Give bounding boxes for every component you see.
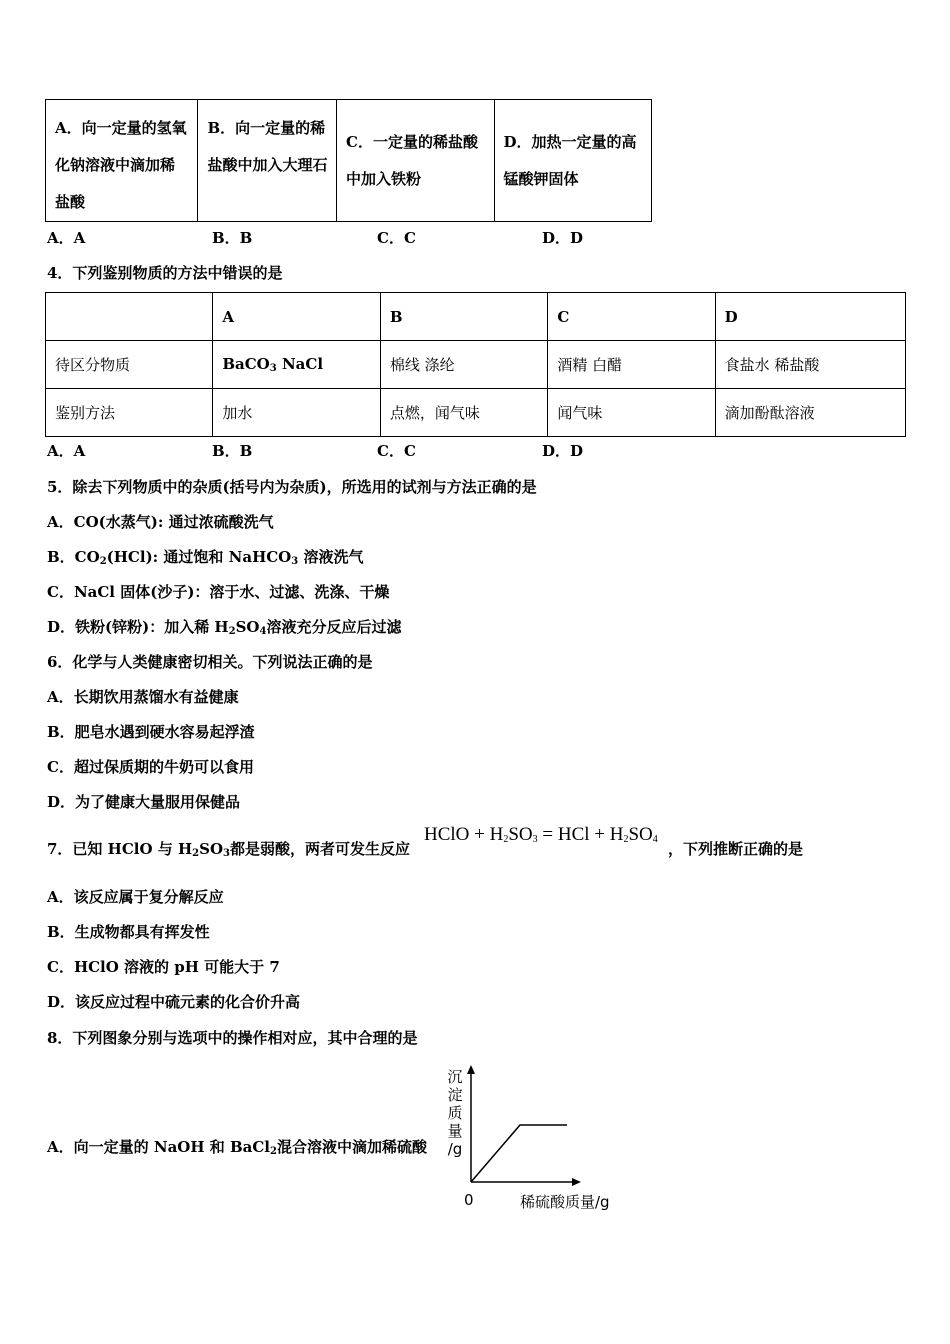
q5-option-b[interactable]: B．$CO_2(HCl)$: 通过饱和 NaHCO$_3$ 溶液洗气 — [47, 548, 364, 567]
q4-row1-label: 待区分物质 — [46, 341, 213, 389]
q4-row1-c: 酒精 白醋 — [548, 341, 715, 389]
q7-stem: 7．已知 HClO 与 $H_2SO_3$都是弱酸，两者可发生反应 — [47, 840, 411, 859]
q7-option-c[interactable]: C．HClO 溶液的 pH 可能大于 7 — [47, 958, 280, 976]
q4-option-c[interactable]: C．C — [377, 442, 416, 460]
q3-cell-a: A．向一定量的氢氧化钠溶液中滴加稀盐酸 — [46, 100, 198, 222]
q4-option-a[interactable]: A．A — [47, 442, 86, 460]
q4-header-c: C — [548, 293, 715, 341]
q3-cell-d: D．加热一定量的高锰酸钾固体 — [494, 100, 651, 222]
q4-option-d[interactable]: D．D — [542, 442, 584, 460]
q4-header-blank — [46, 293, 213, 341]
q4-row2-c: 闻气味 — [548, 389, 715, 437]
x-axis-label: 稀硫酸质量/g — [520, 1193, 610, 1211]
q8-stem: 8．下列图象分别与选项中的操作相对应，其中合理的是 — [47, 1029, 418, 1047]
graph-curve — [471, 1125, 567, 1182]
q6-option-c[interactable]: C．超过保质期的牛奶可以食用 — [47, 758, 254, 776]
q6-option-a[interactable]: A．长期饮用蒸馏水有益健康 — [47, 688, 239, 706]
q7-equation: HClO + $H_2SO_3$ = HCl + $H_2SO_4$ — [424, 824, 658, 845]
q4-header-d: D — [715, 293, 905, 341]
y-axis-arrow-icon — [467, 1065, 475, 1074]
q4-row2-d: 滴加酚酞溶液 — [715, 389, 905, 437]
q6-option-d[interactable]: D．为了健康大量服用保健品 — [47, 793, 241, 811]
q4-option-b[interactable]: B．B — [212, 442, 253, 460]
q7-stem-end: ，下列推断正确的是 — [668, 840, 804, 858]
q4-table — [45, 292, 906, 437]
q4-row1-a: BaCO$_3$ NaCl — [213, 341, 381, 389]
y-axis-label: 沉 淀 质 量 /g — [447, 1068, 463, 1158]
x-axis-arrow-icon — [572, 1178, 581, 1186]
q3-option-b[interactable]: B．B — [212, 229, 253, 247]
q4-header-b: B — [380, 293, 547, 341]
q3-cell-b: B．向一定量的稀盐酸中加入大理石 — [198, 100, 337, 222]
q3-option-d[interactable]: D．D — [542, 229, 584, 247]
q4-header-a: A — [213, 293, 381, 341]
q6-stem: 6．化学与人类健康密切相关。下列说法正确的是 — [47, 653, 373, 671]
q7-option-a[interactable]: A．该反应属于复分解反应 — [47, 888, 224, 906]
q4-row1-d: 食盐水 稀盐酸 — [715, 341, 905, 389]
q3-option-a[interactable]: A．A — [47, 229, 86, 247]
q5-stem: 5．除去下列物质中的杂质(括号内为杂质)，所选用的试剂与方法正确的是 — [47, 478, 537, 496]
q3-cell-c: C．一定量的稀盐酸中加入铁粉 — [337, 100, 494, 222]
q5-option-c[interactable]: C．NaCl 固体(沙子)：溶于水、过滤、洗涤、干燥 — [47, 583, 390, 601]
q7-option-d[interactable]: D．该反应过程中硫元素的化合价升高 — [47, 993, 301, 1011]
q6-option-b[interactable]: B．肥皂水遇到硬水容易起浮渣 — [47, 723, 255, 741]
q4-row2-label: 鉴别方法 — [46, 389, 213, 437]
origin-label: 0 — [464, 1191, 474, 1209]
q4-row1-b: 棉线 涤纶 — [380, 341, 547, 389]
q3-option-table — [45, 99, 652, 222]
q8-graph — [440, 1062, 630, 1217]
q4-row2-b: 点燃，闻气味 — [380, 389, 547, 437]
q7-option-b[interactable]: B．生成物都具有挥发性 — [47, 923, 210, 941]
q3-option-c[interactable]: C．C — [377, 229, 416, 247]
q5-option-d[interactable]: D．铁粉(锌粉)：加入稀 $H_2SO_4$溶液充分反应后过滤 — [47, 618, 402, 637]
q4-stem: 4．下列鉴别物质的方法中错误的是 — [47, 264, 283, 282]
q5-option-a[interactable]: A．CO(水蒸气): 通过浓硫酸洗气 — [47, 513, 274, 531]
q4-row2-a: 加水 — [213, 389, 381, 437]
q8-option-a[interactable]: A．向一定量的 NaOH 和 BaCl$_2$混合溶液中滴加稀硫酸 — [47, 1138, 427, 1157]
